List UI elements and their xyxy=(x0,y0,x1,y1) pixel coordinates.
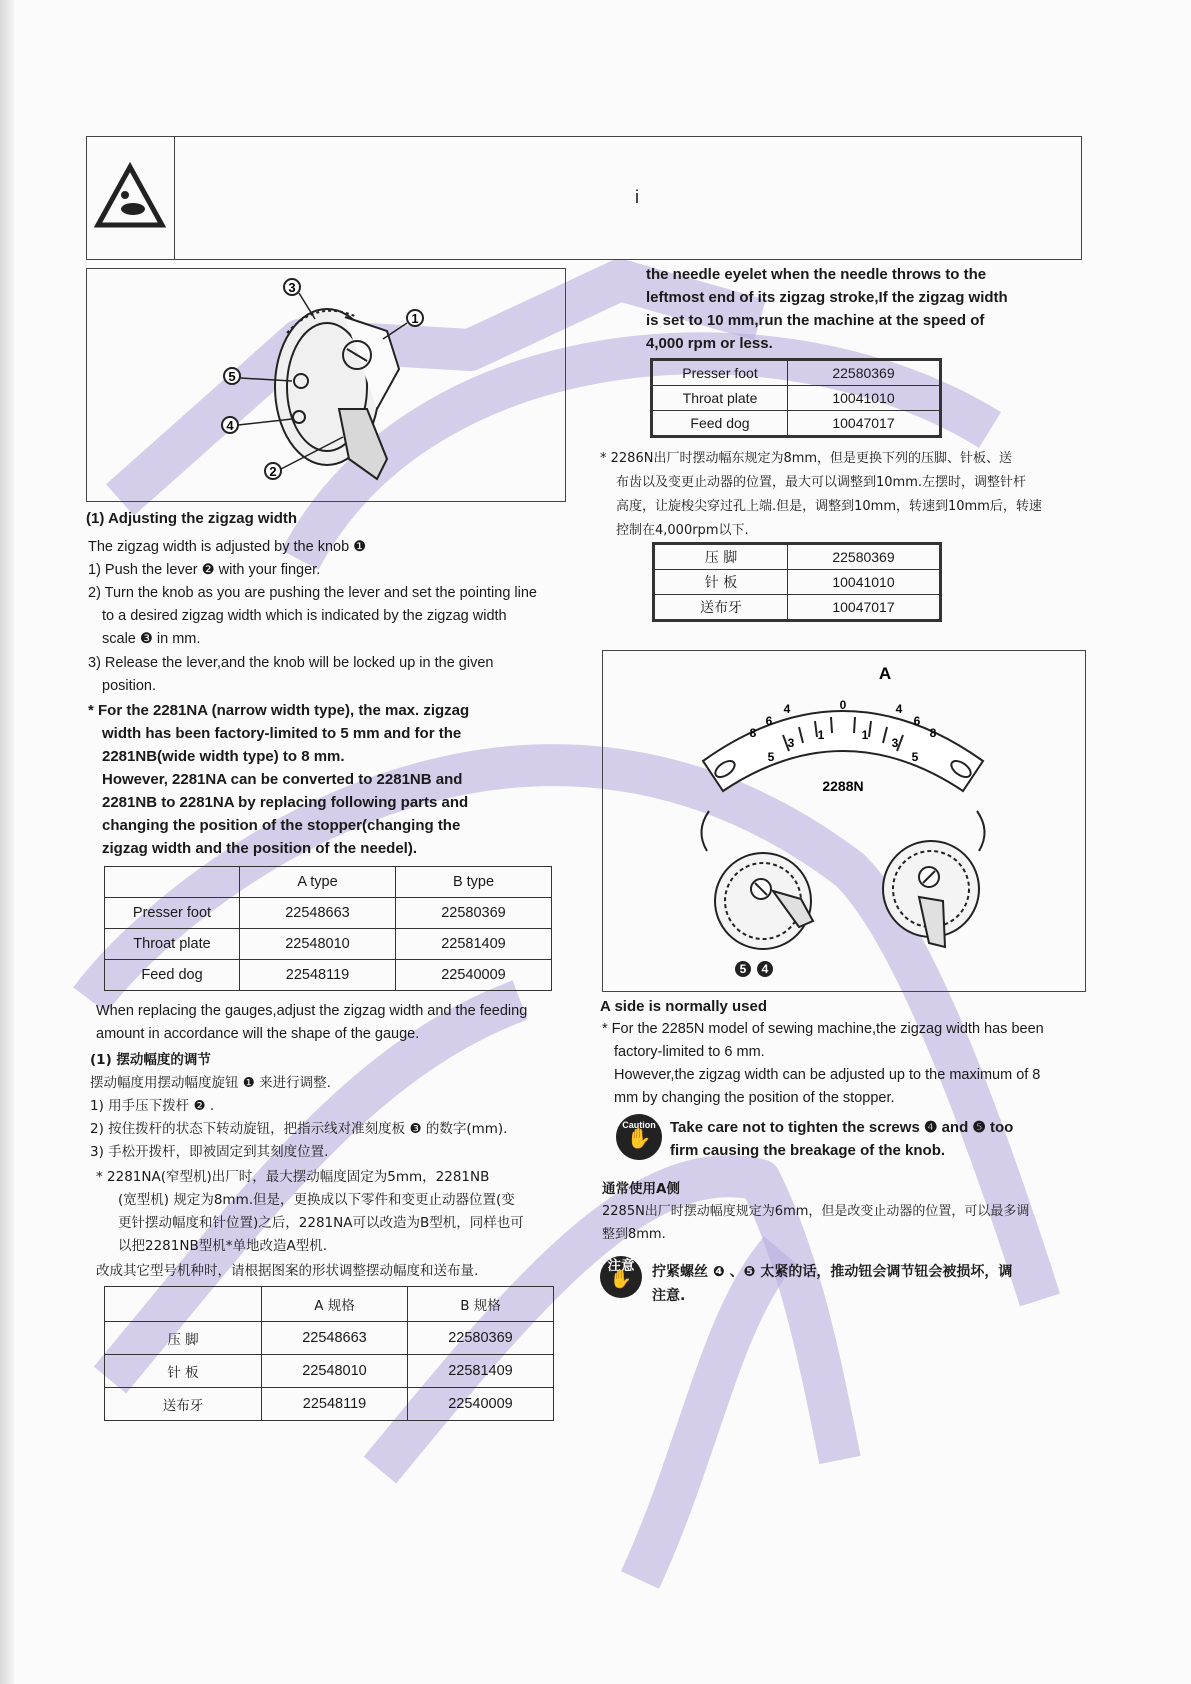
right-bold-4: 4,000 rpm or less. xyxy=(646,335,773,352)
table-row xyxy=(653,411,940,436)
table-cell: 10041010 xyxy=(788,386,940,411)
scale-number: 5 xyxy=(767,750,775,764)
table-cell: 22548663 xyxy=(262,1322,408,1355)
table-cell: Throat plate xyxy=(653,386,788,411)
scale-number: 8 xyxy=(749,726,757,740)
table-header: A type xyxy=(240,867,396,898)
table-cell: Throat plate xyxy=(105,929,240,960)
table-row xyxy=(105,898,552,929)
page-left-edge-shadow xyxy=(0,0,14,1684)
left-line-5: scale ❸ in mm. xyxy=(102,631,201,647)
table-cell: 22580369 xyxy=(396,898,552,929)
zh-caution-badge-text: 注意 xyxy=(607,1258,635,1274)
zh-line-5: * 2281NA(窄型机)出厂时，最大摆动幅度固定为5mm，2281NB xyxy=(96,1169,490,1185)
zh-line-9: 改成其它型号机种时，请根据图案的形状调整摆动幅度和送布量. xyxy=(96,1263,479,1279)
table-cell: 22540009 xyxy=(408,1388,554,1421)
caution-line-2: firm causing the breakage of the knob. xyxy=(670,1142,946,1159)
callout-5: 5 xyxy=(739,962,747,976)
table-cell: Feed dog xyxy=(653,411,788,436)
callout-4: 4 xyxy=(761,962,769,976)
table-row xyxy=(105,867,552,898)
caution-hand-icon: Caution ✋ xyxy=(616,1114,662,1160)
left-line-4: to a desired zigzag width which is indicated by the zigzag width xyxy=(102,608,507,624)
zh-line-2: 1) 用手压下拨杆 ❷ . xyxy=(90,1098,215,1114)
table-cell: 22548119 xyxy=(240,960,396,991)
table-cell: 10047017 xyxy=(788,595,940,620)
table-cell: 送布牙 xyxy=(655,595,788,620)
note-line-3: However,the zigzag width can be adjusted up to the maximum of 8 xyxy=(614,1067,1041,1083)
left-line-2: 1) Push the lever ❷ with your finger. xyxy=(88,562,321,578)
adjust-heading: (1) Adjusting the zigzag width xyxy=(86,510,298,527)
table-cell: 22548010 xyxy=(262,1355,408,1388)
zh-line-8: 以把2281NB型机*单地改造A型机. xyxy=(118,1238,327,1254)
table-cell: 10047017 xyxy=(788,411,940,436)
right-zh-1: * 2286N出厂时摆动幅东规定为8mm，但是更换下列的压脚、针板、送 xyxy=(600,451,1013,466)
right-bold-3: is set to 10 mm,run the machine at the speed of xyxy=(646,312,985,329)
zh2-heading: 通常使用A侧 xyxy=(602,1181,680,1197)
left-line-1: The zigzag width is adjusted by the knob ❶ xyxy=(88,539,367,555)
table-cell: 22580369 xyxy=(408,1322,554,1355)
table-header: B 规格 xyxy=(408,1287,554,1322)
zh-line-1: 摆动幅度用摆动幅度旋钮 ❶ 来进行调整. xyxy=(90,1075,331,1091)
table-cell xyxy=(105,1287,262,1322)
warning-header-box xyxy=(86,136,1082,260)
parts-table-zh xyxy=(104,1286,554,1421)
scale-number: 6 xyxy=(913,714,921,728)
zh2-line-1: 2285N出厂时摆动幅度规定为6mm，但是改变止动器的位置，可以最多调 xyxy=(602,1204,1030,1219)
scale-number: 1 xyxy=(861,728,869,742)
zh-line-4: 3) 手松开拨杆，即被固定到其刻度位置. xyxy=(90,1144,329,1160)
table-cell: 压 脚 xyxy=(655,545,788,570)
header-note-mark: i xyxy=(635,187,639,207)
zigzag-knob-illustration xyxy=(87,269,565,501)
bold-note-6: changing the position of the stopper(changing the xyxy=(102,817,461,834)
table-cell: 送布牙 xyxy=(105,1388,262,1421)
zh-heading: (1) 摆动幅度的调节 xyxy=(90,1052,211,1068)
knob-diagram-figure xyxy=(86,268,566,502)
after-table-2: amount in accordance will the shape of the gauge. xyxy=(96,1026,420,1042)
table-cell: 22580369 xyxy=(788,361,940,386)
table-row xyxy=(655,545,940,570)
left-line-6: 3) Release the lever,and the knob will be locked up in the given xyxy=(88,655,494,671)
table-row xyxy=(105,1287,554,1322)
table-cell: 22580369 xyxy=(788,545,940,570)
note-line-4: mm by changing the position of the stopper. xyxy=(614,1090,895,1106)
table-header: B type xyxy=(396,867,552,898)
caution-badge-text: Caution xyxy=(622,1120,656,1130)
note-line-2: factory-limited to 6 mm. xyxy=(614,1044,765,1060)
right-bold-1: the needle eyelet when the needle throws to the xyxy=(646,266,987,283)
table-cell: 22548119 xyxy=(262,1388,408,1421)
table-row xyxy=(105,960,552,991)
callout-4: 4 xyxy=(226,418,234,433)
table-cell: 22581409 xyxy=(408,1355,554,1388)
table-cell: 针 板 xyxy=(105,1355,262,1388)
zh-line-6: (宽型机) 规定为8mm.但是，更换成以下零件和变更止动器位置(变 xyxy=(118,1192,515,1208)
table-cell: 22581409 xyxy=(396,929,552,960)
bold-note-5: 2281NB to 2281NA by replacing following parts and xyxy=(102,794,469,811)
scale-number: 4 xyxy=(783,702,791,716)
a-side-heading: A side is normally used xyxy=(600,998,767,1015)
parts-table-right-zh xyxy=(654,544,940,620)
table-row xyxy=(105,929,552,960)
table-row xyxy=(105,1388,554,1421)
table-cell: 22548010 xyxy=(240,929,396,960)
table-cell: 针 板 xyxy=(655,570,788,595)
table-cell: Presser foot xyxy=(105,898,240,929)
zh2-line-2: 整到8mm. xyxy=(602,1227,666,1242)
right-zh-2: 布齿以及变更止动器的位置，最大可以调整到10mm.左摆时，调整针杆 xyxy=(616,475,1027,490)
right-zh-3: 高度，让旋梭尖穿过孔上端.但是，调整到10mm，转速到10mm后，转速 xyxy=(616,499,1042,514)
table-cell: 22540009 xyxy=(396,960,552,991)
left-line-3: 2) Turn the knob as you are pushing the lever and set the pointing line xyxy=(88,585,537,601)
table-cell: 压 脚 xyxy=(105,1322,262,1355)
figure-label-a: A xyxy=(878,664,892,683)
gauge-diagram-figure xyxy=(602,650,1086,992)
table-cell xyxy=(105,867,240,898)
bold-note-2: width has been factory-limited to 5 mm and for the xyxy=(102,725,462,742)
after-table-1: When replacing the gauges,adjust the zigzag width and the feeding xyxy=(96,1003,528,1019)
zh-caution-hand-icon: 注意 ✋ xyxy=(600,1256,642,1298)
table-row xyxy=(653,386,940,411)
table-cell: 10041010 xyxy=(788,570,940,595)
bold-note-1: * For the 2281NA (narrow width type), the max. zigzag xyxy=(88,702,470,719)
table-row xyxy=(105,1355,554,1388)
right-bold-2: leftmost end of its zigzag stroke,If the zigzag width xyxy=(646,289,1008,306)
bold-note-4: However, 2281NA can be converted to 2281NB and xyxy=(102,771,463,788)
scale-number: 6 xyxy=(765,714,773,728)
scale-number: 3 xyxy=(891,736,899,750)
zh-caution-line-1: 拧紧螺丝 ❹ 、❺ 太紧的话，推动钮会调节钮会被损坏，调 xyxy=(652,1264,1013,1280)
scale-number: 5 xyxy=(911,750,919,764)
table-row xyxy=(655,595,940,620)
parts-table-right-en xyxy=(652,360,940,436)
scale-number: 0 xyxy=(839,698,847,712)
gauge-model-label: 2288N xyxy=(822,778,864,794)
note-line-1: * For the 2285N model of sewing machine,the zigzag width has been xyxy=(602,1021,1044,1037)
scale-number: 1 xyxy=(817,728,825,742)
zigzag-gauge-illustration xyxy=(603,651,1085,991)
zh-line-7: 更针摆动幅度和针位置)之后，2281NA可以改造为B型机，同样也可 xyxy=(118,1215,524,1231)
right-zh-4: 控制在4,000rpm以下. xyxy=(616,523,749,538)
callout-5: 5 xyxy=(228,369,236,384)
bold-note-3: 2281NB(wide width type) to 8 mm. xyxy=(102,748,345,765)
hand-caution-icon xyxy=(87,137,173,257)
table-row xyxy=(653,361,940,386)
parts-table-en xyxy=(104,866,552,991)
table-row xyxy=(105,1322,554,1355)
table-cell: Feed dog xyxy=(105,960,240,991)
callout-3: 3 xyxy=(288,280,296,295)
scale-number: 8 xyxy=(929,726,937,740)
table-row xyxy=(655,570,940,595)
table-cell: 22548663 xyxy=(240,898,396,929)
table-cell: Presser foot xyxy=(653,361,788,386)
table-header: A 规格 xyxy=(262,1287,408,1322)
warning-icon-cell xyxy=(87,137,175,259)
callout-1: 1 xyxy=(411,311,419,326)
zh-line-3: 2) 按住拨杆的状态下转动旋钮，把指示线对准刻度板 ❸ 的数字(mm). xyxy=(90,1121,508,1137)
caution-line-1: Take care not to tighten the screws ❹ and ❺ too xyxy=(670,1119,1014,1136)
callout-2: 2 xyxy=(269,464,277,479)
scale-number: 4 xyxy=(895,702,903,716)
left-line-7: position. xyxy=(102,678,157,694)
bold-note-7: zigzag width and the position of the needel). xyxy=(102,840,417,857)
zh-caution-line-2: 注意. xyxy=(652,1288,686,1304)
scale-number: 3 xyxy=(787,736,795,750)
